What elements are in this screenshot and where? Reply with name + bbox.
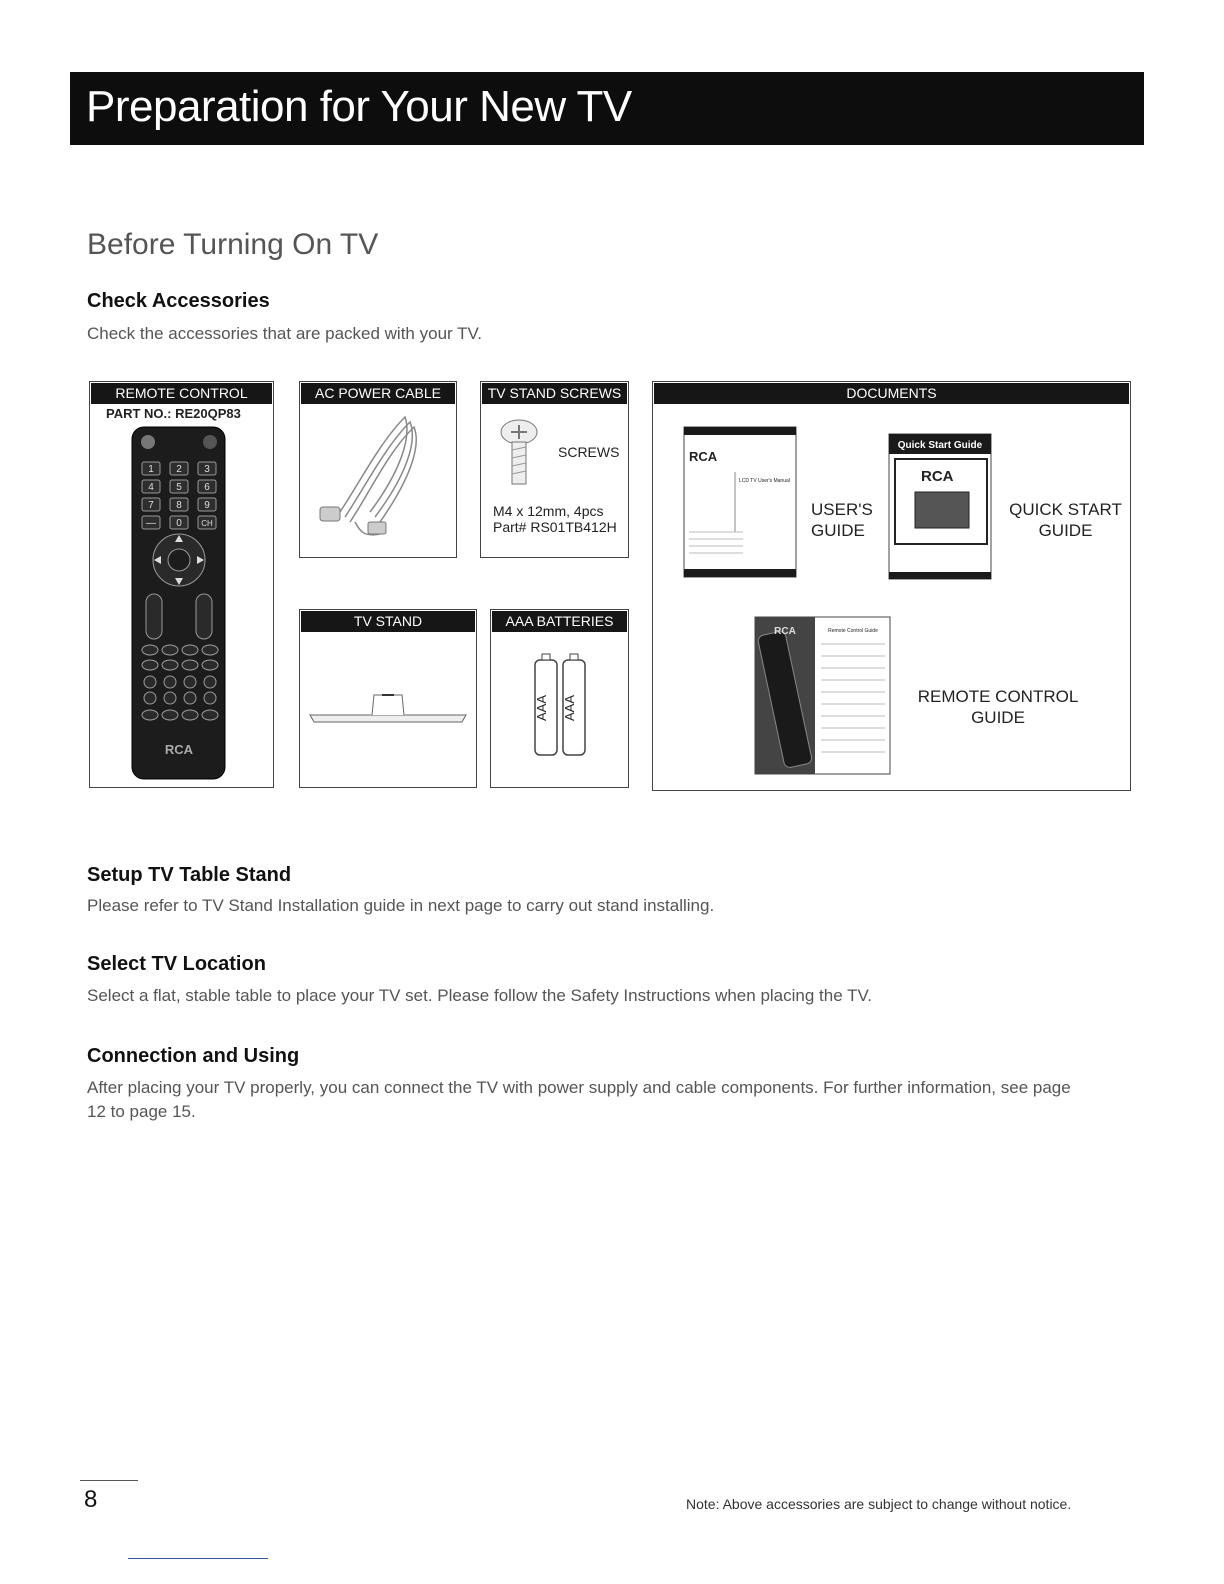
- documents-label: DOCUMENTS: [654, 383, 1129, 404]
- power-cable-icon: [300, 382, 456, 557]
- footer-divider: [80, 1480, 138, 1481]
- users-manual-cover-text: LCD TV User's Manual: [739, 478, 790, 484]
- remote-guide-caption-line1: REMOTE CONTROL: [917, 687, 1079, 706]
- tv-stand-icon: [300, 610, 476, 787]
- mute-button-icon: [203, 435, 217, 449]
- batteries-box: [490, 609, 629, 788]
- remote-key-4: 4: [148, 482, 154, 493]
- quick-start-caption: [1003, 499, 1128, 541]
- remote-key-8: 8: [176, 500, 182, 511]
- documents-illustrations: [653, 382, 1130, 790]
- footer-note: Note: Above accessories are subject to change without notice.: [686, 1496, 1072, 1512]
- power-cable-label: AC POWER CABLE: [301, 383, 455, 404]
- screws-caption: SCREWS: [558, 444, 620, 460]
- screws-spec: M4 x 12mm, 4pcs: [493, 503, 604, 519]
- title-banner: [70, 72, 1144, 145]
- users-manual-brand: RCA: [689, 449, 718, 464]
- remote-key-7: 7: [148, 500, 154, 511]
- documents-box: [652, 381, 1131, 791]
- battery-2-text: AAA: [562, 694, 577, 722]
- remote-part-number: PART NO.: RE20QP83: [106, 406, 241, 421]
- quick-start-caption-line1: QUICK START: [1009, 500, 1122, 519]
- connection-text-line1: After placing your TV properly, you can connect the TV with power supply and cable components. For further information, see page: [87, 1078, 1071, 1097]
- batteries-label: AAA BATTERIES: [492, 611, 627, 632]
- quick-start-banner: Quick Start Guide: [897, 440, 983, 451]
- tv-stand-box: [299, 609, 477, 788]
- remote-key-3: 3: [204, 464, 210, 475]
- channel-rocker-icon: [196, 594, 212, 639]
- remote-key-1: 1: [148, 464, 154, 475]
- quick-start-guide-icon: [889, 434, 991, 579]
- tv-stand-label: TV STAND: [301, 611, 475, 632]
- remote-guide-caption-line2: GUIDE: [971, 708, 1025, 727]
- remote-control-illustration: [90, 382, 273, 787]
- remote-control-box: [89, 381, 274, 788]
- check-accessories-text: Check the accessories that are packed with your TV.: [87, 324, 482, 343]
- select-location-heading: Select TV Location: [87, 953, 266, 975]
- remote-key-9: 9: [204, 500, 210, 511]
- remote-key-ch: CH: [201, 519, 213, 528]
- users-guide-caption: [811, 499, 873, 541]
- stand-screws-box: [480, 381, 629, 558]
- volume-rocker-icon: [146, 594, 162, 639]
- remote-guide-brand: RCA: [774, 626, 796, 637]
- stand-screws-label: TV STAND SCREWS: [482, 383, 627, 404]
- connection-text: [87, 1076, 1162, 1124]
- check-accessories-heading: Check Accessories: [87, 290, 270, 312]
- battery-1-text: AAA: [534, 694, 549, 722]
- setup-stand-text: Please refer to TV Stand Installation guide in next page to carry out stand installing.: [87, 896, 715, 915]
- remote-key-0: 0: [176, 518, 182, 529]
- remote-key-6: 6: [204, 482, 210, 493]
- select-location-text: Select a flat, stable table to place your TV set. Please follow the Safety Instructions when placing the TV.: [87, 986, 872, 1005]
- remote-guide-icon: [755, 617, 890, 774]
- setup-stand-heading: Setup TV Table Stand: [87, 864, 292, 886]
- tv-screen-icon: [915, 492, 969, 528]
- remote-brand-logo: RCA: [164, 742, 194, 757]
- power-button-icon: [141, 435, 155, 449]
- users-guide-caption-line2: GUIDE: [811, 521, 865, 540]
- batteries-icon: [491, 610, 628, 787]
- page-number: 8: [84, 1486, 98, 1513]
- connection-text-line2: 12 to page 15.: [87, 1102, 196, 1121]
- connection-heading: Connection and Using: [87, 1045, 300, 1067]
- remote-key-2: 2: [176, 464, 182, 475]
- remote-key-dash: —: [146, 518, 156, 529]
- remote-guide-caption: [908, 686, 1088, 728]
- quick-start-brand: RCA: [921, 468, 954, 485]
- page-title: Preparation for Your New TV: [86, 82, 632, 131]
- users-guide-caption-line1: USER'S: [811, 500, 873, 519]
- section-subtitle: Before Turning On TV: [87, 228, 379, 261]
- remote-guide-cover-title: Remote Control Guide: [828, 628, 878, 634]
- remote-control-label: REMOTE CONTROL: [91, 383, 272, 404]
- power-cable-box: [299, 381, 457, 558]
- quick-start-caption-line2: GUIDE: [1038, 521, 1093, 540]
- enter-button-icon: [168, 549, 190, 571]
- remote-key-5: 5: [176, 482, 182, 493]
- bottom-rule: [128, 1558, 268, 1559]
- screws-part-number: Part# RS01TB412H: [493, 519, 617, 535]
